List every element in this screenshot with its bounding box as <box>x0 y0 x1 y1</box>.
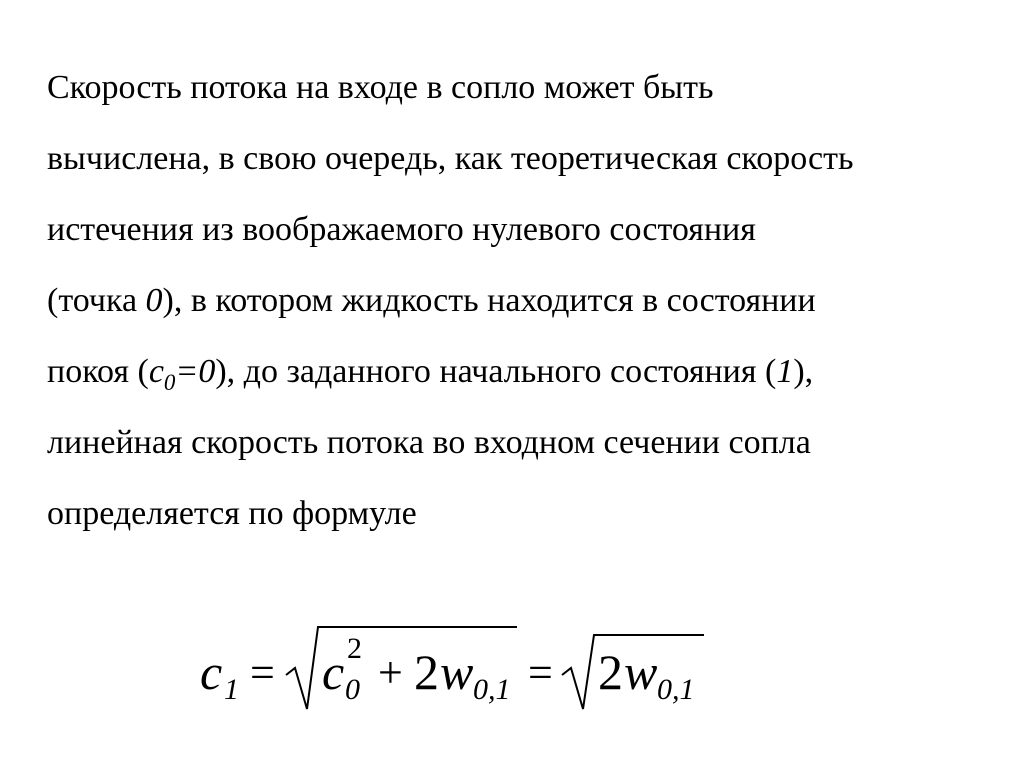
formula-equals-1: = <box>250 648 275 697</box>
term2-variable: w <box>440 644 474 700</box>
state-one-label: 1 <box>776 353 794 390</box>
term1-subscript: 0 <box>345 673 360 706</box>
text-line-1: Скорость потока на входе в сопло может быть <box>47 69 714 106</box>
term2-coefficient: 2 <box>414 644 439 700</box>
body-paragraph <box>47 52 1007 549</box>
rhs-coefficient: 2 <box>598 644 623 700</box>
term2-subscript: 0,1 <box>473 673 511 706</box>
text-line-4-end: ), в котором жидкость находится в состоянии <box>162 282 816 319</box>
text-line-5 <box>47 336 1007 407</box>
formula-lhs-subscript: 1 <box>224 673 239 706</box>
state-zero-label: 0 <box>145 282 163 319</box>
formula-plus: + <box>378 648 403 697</box>
text-line-6: линейная скорость потока во входном сечении сопла <box>47 424 811 461</box>
text-line-3: истечения из воображаемого нулевого состояния <box>47 211 756 248</box>
velocity-formula <box>192 615 732 715</box>
text-line-5-end: ), <box>793 353 814 390</box>
text-line-4-start: (точка <box>47 282 146 319</box>
term1-variable: c <box>322 644 345 700</box>
formula-lhs-variable: c <box>200 644 223 700</box>
formula-equals-2: = <box>528 648 553 697</box>
velocity-variable: c <box>148 353 164 390</box>
text-line-7: определяется по формуле <box>47 495 417 532</box>
text-line-5-start: покоя ( <box>47 353 149 390</box>
rhs-subscript: 0,1 <box>657 673 695 706</box>
text-line-5-middle: ), до заданного начального состояния ( <box>215 353 777 390</box>
term1-superscript: 2 <box>347 632 362 665</box>
text-line-4 <box>47 265 1007 336</box>
velocity-subscript: 0 <box>163 370 176 395</box>
text-line-2: вычислена, в свою очередь, как теоретическая скорость <box>47 140 854 177</box>
rhs-variable: w <box>624 644 658 700</box>
formula-graphic <box>192 615 732 715</box>
velocity-equals-zero: =0 <box>175 353 216 390</box>
